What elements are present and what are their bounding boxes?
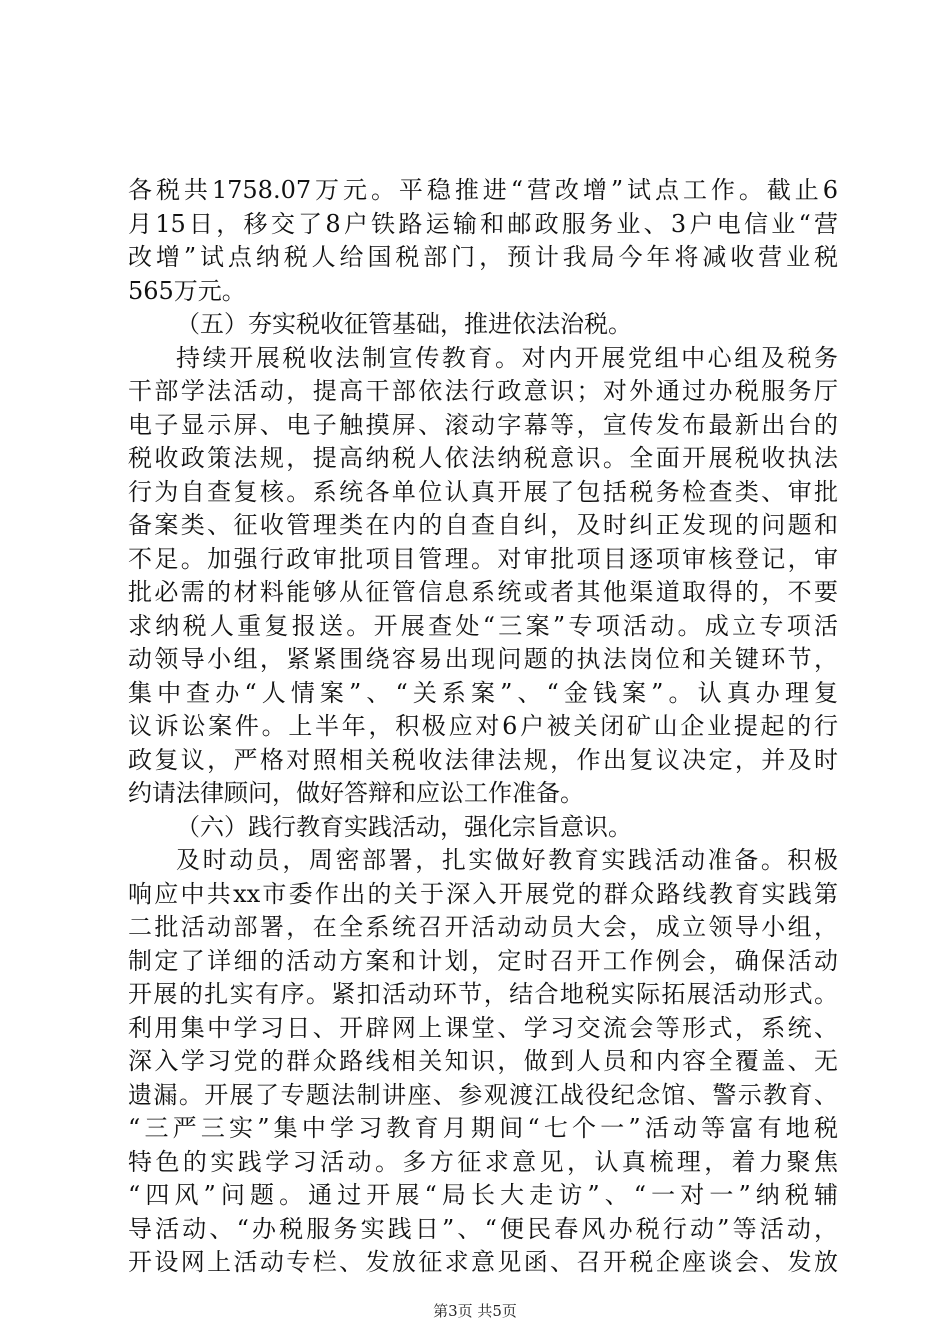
text-line: 批必需的材料能够从征管信息系统或者其他渠道取得的，不要 bbox=[128, 578, 838, 606]
text-line: 政复议，严格对照相关税收法律法规，作出复议决定，并及时 bbox=[128, 745, 838, 774]
section-heading: （六）践行教育实践活动，强化宗旨意识。 bbox=[176, 812, 632, 841]
text-line: 各税共1758.07万元。平稳推进“营改增”试点工作。截止6 bbox=[128, 176, 838, 204]
text-line: 改增”试点纳税人给国税部门，预计我局今年将减收营业税 bbox=[128, 243, 838, 271]
text-line: 特色的实践学习活动。多方征求意见，认真梳理，着力聚焦 bbox=[128, 1147, 838, 1176]
text-line: “三严三实”集中学习教育月期间“七个一”活动等富有地税 bbox=[128, 1114, 838, 1142]
text-line: 动领导小组，紧紧围绕容易出现问题的执法岗位和关键环节， bbox=[128, 645, 838, 673]
text-line: 深入学习党的群众路线相关知识，做到人员和内容全覆盖、无 bbox=[128, 1047, 838, 1075]
text-line: 及时动员，周密部署，扎实做好教育实践活动准备。积极 bbox=[176, 846, 838, 874]
text-line: 开展的扎实有序。紧扣活动环节，结合地税实际拓展活动形式。 bbox=[128, 980, 838, 1008]
text-line: 二批活动部署，在全系统召开活动动员大会，成立领导小组， bbox=[128, 913, 838, 941]
text-line: 电子显示屏、电子触摸屏、滚动字幕等，宣传发布最新出台的 bbox=[128, 410, 838, 439]
text-line: 约请法律顾问，做好答辩和应讼工作准备。 bbox=[128, 779, 584, 807]
text-line: 议诉讼案件。上半年，积极应对6户被关闭矿山企业提起的行 bbox=[128, 712, 838, 740]
text-line: 干部学法活动，提高干部依法行政意识；对外通过办税服务厅 bbox=[128, 377, 838, 405]
text-line: 利用集中学习日、开辟网上课堂、学习交流会等形式，系统、 bbox=[128, 1013, 838, 1042]
text-line: 备案类、征收管理类在内的自查自纠，及时纠正发现的问题和 bbox=[128, 511, 838, 539]
page-number-footer: 第3页 共5页 bbox=[433, 1302, 517, 1320]
text-line: “四风”问题。通过开展“局长大走访”、“一对一”纳税辅 bbox=[128, 1181, 838, 1209]
text-line: 行为自查复核。系统各单位认真开展了包括税务检查类、审批 bbox=[128, 477, 838, 506]
text-line: 响应中共xx市委作出的关于深入开展党的群众路线教育实践第 bbox=[128, 879, 838, 908]
text-line: 不足。加强行政审批项目管理。对审批项目逐项审核登记，审 bbox=[128, 544, 838, 573]
text-line: 565万元。 bbox=[128, 276, 246, 305]
text-line: 税收政策法规，提高纳税人依法纳税意识。全面开展税收执法 bbox=[128, 444, 838, 472]
text-line: 制定了详细的活动方案和计划，定时召开工作例会，确保活动 bbox=[128, 946, 838, 975]
text-line: 遗漏。开展了专题法制讲座、参观渡江战役纪念馆、警示教育、 bbox=[128, 1080, 838, 1109]
text-line: 集中查办“人情案”、“关系案”、“金钱案”。认真办理复 bbox=[128, 678, 838, 707]
text-line: 导活动、“办税服务实践日”、“便民春风办税行动”等活动， bbox=[128, 1214, 838, 1243]
text-line: 开设网上活动专栏、发放征求意见函、召开税企座谈会、发放 bbox=[128, 1248, 838, 1276]
document-body bbox=[128, 174, 838, 1280]
text-line: 求纳税人重复报送。开展查处“三案”专项活动。成立专项活 bbox=[128, 611, 838, 640]
text-line: 月15日，移交了8户铁路运输和邮政服务业、3户电信业“营 bbox=[128, 209, 838, 238]
section-heading: （五）夯实税收征管基础，推进依法治税。 bbox=[176, 310, 632, 338]
text-line: 持续开展税收法制宣传教育。对内开展党组中心组及税务 bbox=[176, 343, 838, 372]
